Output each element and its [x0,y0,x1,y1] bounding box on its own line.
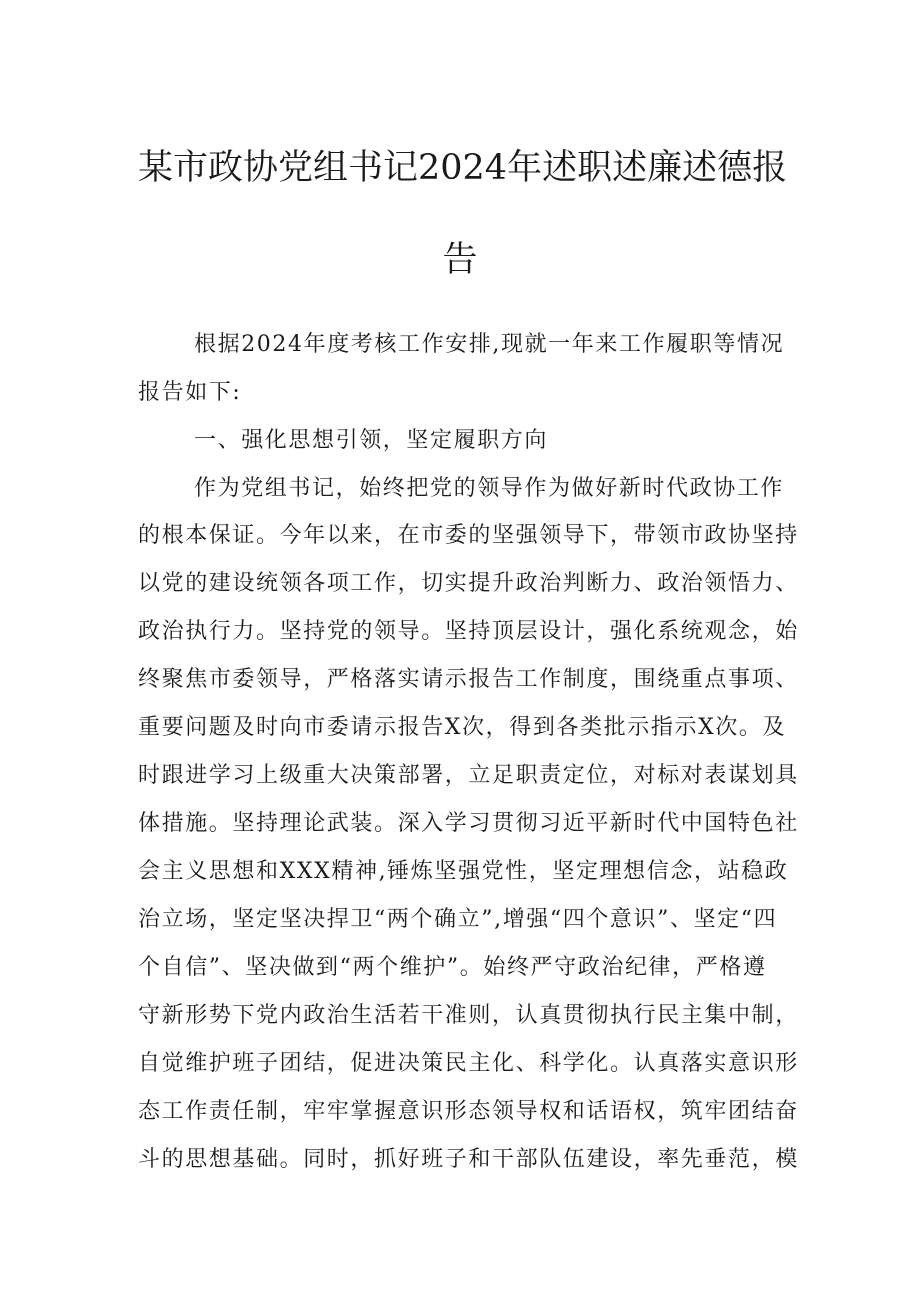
body-line: 体措施。坚持理论武装。深入学习贯彻习近平新时代中国特色社 [138,811,799,836]
body-line: 以党的建设统领各项工作，切实提升政治判断力、政治领悟力、 [138,571,799,596]
document-title-line-1: 某市政协党组书记2024年述职述廉述德报 [138,148,788,188]
body-line: 根据2024年度考核工作安排,现就一年来工作履职等情况 [194,332,785,357]
body-line: 重要问题及时向市委请示报告X次，得到各类批示指示X次。及 [138,715,787,740]
document-title-line-2: 告 [442,240,478,280]
body-line: 态工作责任制，牢牢掌握意识形态领导权和话语权，筑牢团结奋 [138,1099,799,1124]
section-heading: 一、强化思想引领，坚定履职方向 [194,428,549,453]
body-line: 的根本保证。今年以来，在市委的坚强领导下，带领市政协坚持 [138,523,799,548]
body-line: 个自信”、坚决做到“两个维护”。始终严守政治纪律，严格遵 [138,955,767,980]
body-line: 时跟进学习上级重大决策部署，立足职责定位，对标对表谋划具 [138,763,799,788]
body-line: 报告如下: [138,380,242,405]
body-line: 自觉维护班子团结，促进决策民主化、科学化。认真落实意识形 [138,1051,799,1076]
body-line: 会主义思想和XXX精神,锤炼坚强党性，坚定理想信念，站稳政 [138,859,789,884]
body-line: 守新形势下党内政治生活若干准则，认真贯彻执行民主集中制， [138,1003,799,1028]
body-line: 斗的思想基础。同时，抓好班子和干部队伍建设，率先垂范，模 [138,1147,799,1172]
body-line: 政治执行力。坚持党的领导。坚持顶层设计，强化系统观念，始 [138,619,799,644]
body-line: 作为党组书记，始终把党的领导作为做好新时代政协工作 [194,476,785,501]
body-line: 终聚焦市委领导，严格落实请示报告工作制度，围绕重点事项、 [138,667,799,692]
body-line: 治立场，坚定坚决捍卫“两个确立”,增强“四个意识”、坚定“四 [138,907,778,932]
